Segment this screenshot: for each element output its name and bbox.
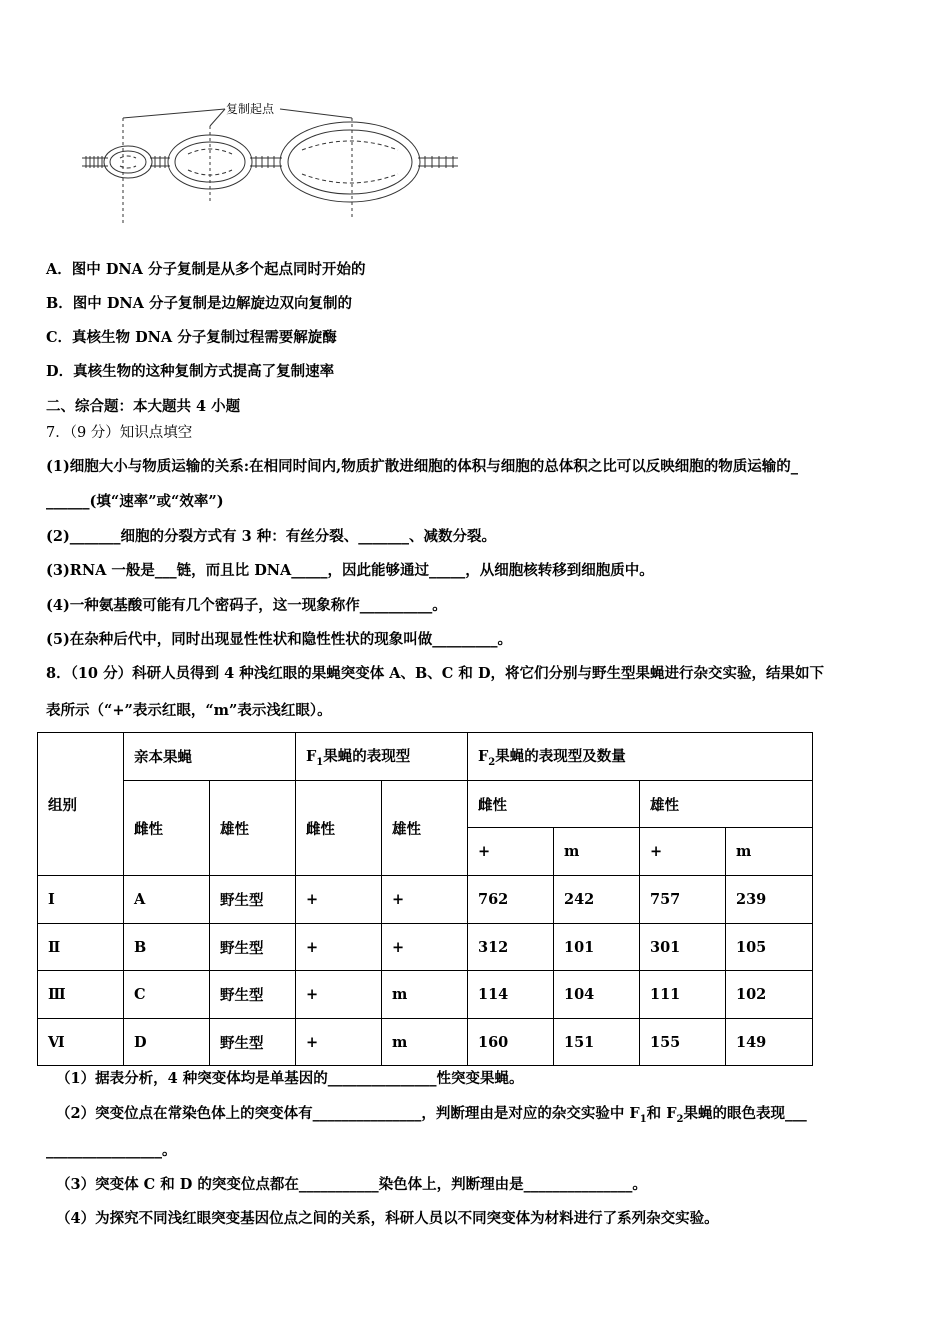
header-parent: 亲本果蝇 bbox=[124, 733, 296, 781]
option-b: B．图中 DNA 分子复制是边解旋边双向复制的 bbox=[46, 295, 352, 312]
q8-sub-3: （3）突变体 C 和 D 的突变位点都在___________染色体上，判断理由是_______________。 bbox=[56, 1176, 647, 1193]
q7-line-1b: ______(填“速率”或“效率”) bbox=[46, 493, 224, 510]
header-group: 组别 bbox=[38, 733, 124, 876]
header-parent-male: 雄性 bbox=[210, 781, 296, 876]
q8-sub-2: （2）突变位点在常染色体上的突变体有_______________，判断理由是对应的杂交实验中 $F_1$和 $F_2$果蝇的眼色表现___ bbox=[56, 1105, 807, 1125]
option-a: A．图中 DNA 分子复制是从多个起点同时开始的 bbox=[46, 261, 366, 278]
option-c: C．真核生物 DNA 分子复制过程需要解旋酶 bbox=[46, 329, 337, 346]
table-row: Ⅱ B 野生型 + + 312 101 301 105 bbox=[38, 924, 813, 971]
q7-line-5: (5)在杂种后代中，同时出现显性性状和隐性性状的现象叫做_________。 bbox=[46, 631, 513, 648]
q8-heading: 8．（10 分）科研人员得到 4 种浅红眼的果蝇突变体 A、B、C 和 D，将它们分别与野生型果蝇进行杂交实验，结果如下 bbox=[46, 665, 825, 682]
dna-replication-figure bbox=[70, 92, 470, 232]
results-table bbox=[37, 732, 813, 1066]
header-f1-female: 雌性 bbox=[296, 781, 382, 876]
header-parent-female: 雌性 bbox=[124, 781, 210, 876]
q7-line-4: (4)一种氨基酸可能有几个密码子，这一现象称作__________。 bbox=[46, 597, 447, 614]
table-row: Ⅲ C 野生型 + m 114 104 111 102 bbox=[38, 971, 813, 1019]
header-f2-male: 雄性 bbox=[640, 781, 813, 828]
q7-heading: 7．（9 分）知识点填空 bbox=[46, 425, 193, 441]
header-f2-female: 雌性 bbox=[468, 781, 640, 828]
header-f2-male-m: m bbox=[726, 828, 813, 876]
q7-line-2: (2)_______细胞的分裂方式有 3 种：有丝分裂、_______、减数分裂。 bbox=[46, 528, 496, 545]
table-row: Ⅰ A 野生型 + + 762 242 757 239 bbox=[38, 876, 813, 924]
q8-sub-2b: ________________。 bbox=[46, 1142, 177, 1159]
q7-line-3: (3)RNA 一般是___链，而且比 DNA_____，因此能够通过_____，从细胞核转移到细胞质中。 bbox=[46, 562, 654, 579]
header-f2-female-m: m bbox=[554, 828, 640, 876]
header-f2-male-plus: + bbox=[640, 828, 726, 876]
q8-sub-4: （4）为探究不同浅红眼突变基因位点之间的关系，科研人员以不同突变体为材料进行了系列杂交实验。 bbox=[56, 1210, 719, 1227]
header-f1: $F_1$果蝇的表现型 bbox=[296, 733, 468, 781]
q8-sub-1: （1）据表分析，4 种突变体均是单基因的_______________性突变果蝇。 bbox=[56, 1070, 524, 1087]
figure-label: 复制起点 bbox=[226, 102, 275, 116]
header-f1-male: 雄性 bbox=[382, 781, 468, 876]
q7-line-1a: (1)细胞大小与物质运输的关系:在相同时间内,物质扩散进细胞的体积与细胞的总体积之比可以反映细胞的物质运输的_ bbox=[46, 458, 798, 475]
table-row: Ⅵ D 野生型 + m 160 151 155 149 bbox=[38, 1019, 813, 1066]
header-f2-female-plus: + bbox=[468, 828, 554, 876]
section-heading: 二、综合题：本大题共 4 小题 bbox=[46, 398, 241, 415]
option-d: D．真核生物的这种复制方式提高了复制速率 bbox=[46, 363, 335, 380]
header-f2: $F_2$果蝇的表现型及数量 bbox=[468, 733, 813, 781]
q8-heading-2: 表所示（“+”表示红眼，“m”表示浅红眼）。 bbox=[46, 702, 332, 719]
